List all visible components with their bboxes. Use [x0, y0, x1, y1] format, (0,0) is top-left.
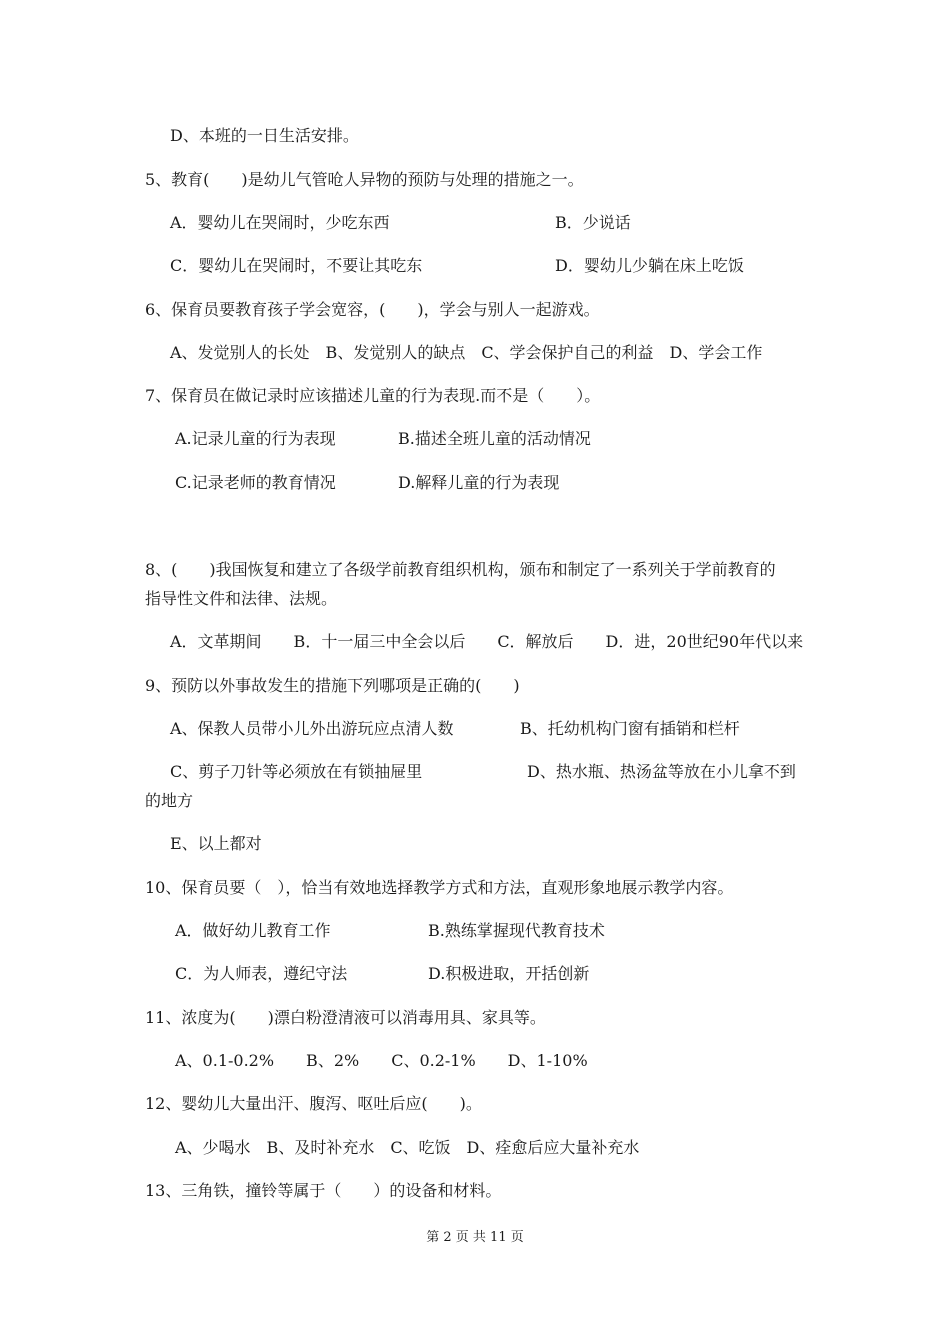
q7-option-c: C.记录老师的教育情况 — [175, 473, 336, 492]
q11-options: A、0.1-0.2% B、2% C、0.2-1% D、1-10% — [175, 1051, 588, 1070]
q6-stem: 6、保育员要教育孩子学会宽容，( )，学会与别人一起游戏。 — [145, 300, 600, 319]
q12-stem: 12、婴幼儿大量出汗、腹泻、呕吐后应( )。 — [145, 1094, 482, 1113]
q9-option-d-line2: 的地方 — [145, 791, 194, 810]
q12-options: A、少喝水 B、及时补充水 C、吃饭 D、痊愈后应大量补充水 — [175, 1138, 640, 1157]
q10-option-c: C．为人师表，遵纪守法 — [175, 964, 348, 983]
q5-option-c: C．婴幼儿在哭闹时，不要让其吃东 — [170, 256, 423, 275]
q9-stem: 9、预防以外事故发生的措施下列哪项是正确的( ) — [145, 676, 520, 695]
q7-option-a: A.记录儿童的行为表现 — [175, 429, 336, 448]
q5-option-d: D．婴幼儿少躺在床上吃饭 — [555, 256, 744, 275]
q7-option-b: B.描述全班儿童的活动情况 — [398, 429, 591, 448]
q10-stem: 10、保育员要（ ），恰当有效地选择教学方式和方法，直观形象地展示教学内容。 — [145, 878, 734, 897]
q9-option-b: B、托幼机构门窗有插销和栏杆 — [520, 719, 740, 738]
q8-options: A．文革期间 B．十一届三中全会以后 C．解放后 D．进，20世纪90年代以来 — [170, 632, 804, 651]
q8-stem-line1: 8、( )我国恢复和建立了各级学前教育组织机构，颁布和制定了一系列关于学前教育的 — [145, 560, 776, 579]
q5-option-b: B．少说话 — [555, 213, 631, 232]
q11-stem: 11、浓度为( )漂白粉澄清液可以消毒用具、家具等。 — [145, 1008, 546, 1027]
q5-stem: 5、教育( )是幼儿气管呛人异物的预防与处理的措施之一。 — [145, 170, 584, 189]
page-footer: 第 2 页 共 11 页 — [426, 1230, 524, 1245]
q10-option-d: D.积极进取，开括创新 — [428, 964, 590, 983]
q10-option-a: A．做好幼儿教育工作 — [175, 921, 331, 940]
q4-option-d: D、本班的一日生活安排。 — [170, 126, 359, 145]
q10-option-b: B.熟练掌握现代教育技术 — [428, 921, 605, 940]
q5-option-a: A．婴幼儿在哭闹时，少吃东西 — [170, 213, 390, 232]
q9-option-a: A、保教人员带小儿外出游玩应点清人数 — [170, 719, 454, 738]
q9-option-c: C、剪子刀针等必须放在有锁抽屉里 — [170, 762, 423, 781]
q6-options: A、发觉别人的长处 B、发觉别人的缺点 C、学会保护自己的利益 D、学会工作 — [170, 343, 763, 362]
q13-stem: 13、三角铁，撞铃等属于（ ）的设备和材料。 — [145, 1181, 502, 1200]
q9-option-e: E、以上都对 — [170, 834, 262, 853]
q8-stem-line2: 指导性文件和法律、法规。 — [145, 589, 338, 608]
q9-option-d-line1: D、热水瓶、热汤盆等放在小儿拿不到 — [527, 762, 796, 781]
q7-option-d: D.解释儿童的行为表现 — [398, 473, 560, 492]
q7-stem: 7、保育员在做记录时应该描述儿童的行为表现.而不是（ ）。 — [145, 386, 601, 405]
